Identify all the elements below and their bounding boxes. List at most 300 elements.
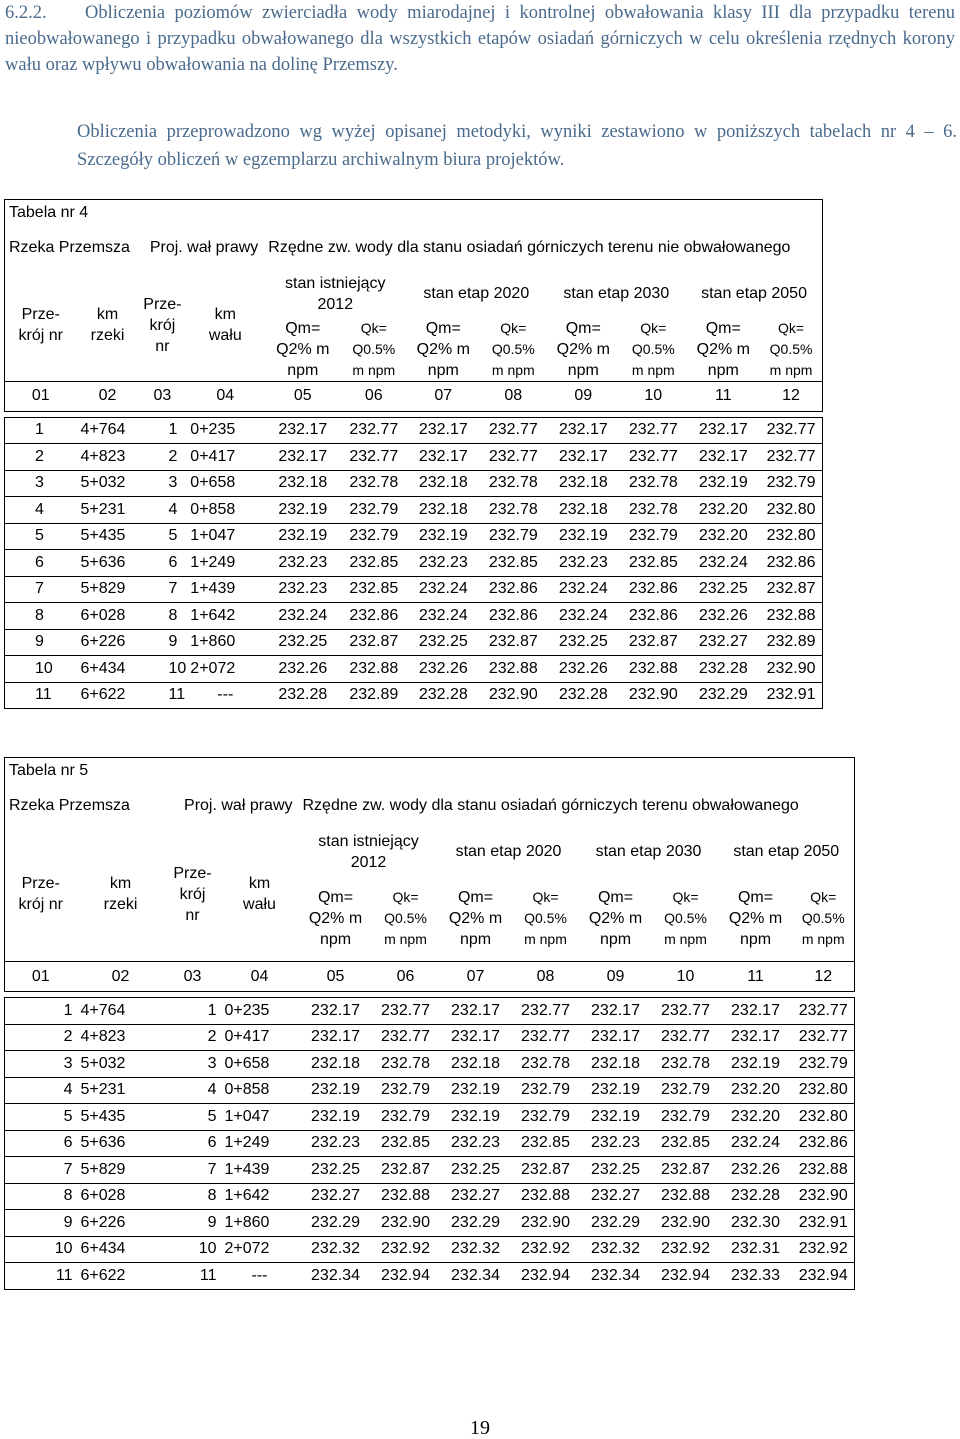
- cell-location: 10: [165, 1236, 221, 1263]
- column-number: 01: [5, 381, 77, 411]
- cell-location: 5: [5, 523, 77, 550]
- cell-value: 232.87: [480, 629, 546, 656]
- table-4: [4, 199, 823, 709]
- column-numbers: [5, 962, 855, 998]
- section-heading: [5, 0, 955, 78]
- cell-value: 232.94: [793, 1263, 855, 1290]
- cell-value: 232.19: [546, 523, 620, 550]
- cell-value: 232.25: [299, 1157, 373, 1184]
- cell-location: 9: [139, 629, 187, 656]
- cell-value: 232.79: [341, 523, 406, 550]
- cell-location: 5+829: [77, 576, 139, 603]
- table-body: [5, 998, 855, 1290]
- qm-header: Qm= Q2% m npm: [728, 888, 783, 948]
- table-row: [5, 550, 823, 577]
- cell-value: 232.17: [719, 998, 793, 1025]
- cell-location: 1: [5, 417, 77, 444]
- stage-existing: stan istniejący 2012: [285, 274, 386, 313]
- cell-value: 232.77: [793, 998, 855, 1025]
- cell-value: 232.77: [620, 417, 686, 444]
- cell-location: 5+435: [77, 1104, 165, 1131]
- col-przekroj-2: Prze-krój nr: [143, 295, 182, 355]
- cell-value: 232.24: [686, 550, 760, 577]
- cell-value: 232.19: [264, 523, 341, 550]
- cell-value: 232.18: [406, 497, 480, 524]
- cell-value: 232.20: [686, 497, 760, 524]
- cell-location: 10: [5, 656, 77, 683]
- cell-value: 232.80: [760, 523, 822, 550]
- cell-value: 232.80: [793, 1077, 855, 1104]
- table-row: [5, 1210, 855, 1237]
- table-row: [5, 1157, 855, 1184]
- cell-value: 232.86: [620, 603, 686, 630]
- cell-value: 232.25: [579, 1157, 653, 1184]
- cell-location: 1+439: [221, 1157, 299, 1184]
- cell-location: 6+434: [77, 1236, 165, 1263]
- cell-location: 0+658: [221, 1051, 299, 1078]
- table-caption: Tabela nr 4: [5, 200, 823, 226]
- cell-location: 1+860: [221, 1210, 299, 1237]
- cell-location: 6+622: [77, 1263, 165, 1290]
- cell-value: 232.88: [653, 1183, 719, 1210]
- cell-value: 232.86: [793, 1130, 855, 1157]
- cell-location: 9: [5, 629, 77, 656]
- table-row: [5, 682, 823, 709]
- cell-value: 232.18: [406, 470, 480, 497]
- table-row: [5, 470, 823, 497]
- cell-value: 232.19: [264, 497, 341, 524]
- main-header: Rzędne zw. wody dla stanu osiadań górniczych terenu obwałowanego: [299, 784, 855, 828]
- cell-value: 232.25: [686, 576, 760, 603]
- qk-header: Qk= Q0.5% m npm: [631, 319, 675, 378]
- cell-location: 6: [165, 1130, 221, 1157]
- section-number: 6.2.2.: [5, 3, 47, 23]
- table-row: [5, 629, 823, 656]
- cell-value: 232.32: [579, 1236, 653, 1263]
- cell-location: 1: [139, 417, 187, 444]
- stage-2030: stan etap 2030: [563, 284, 670, 302]
- cell-location: 5: [165, 1104, 221, 1131]
- cell-location: 5+829: [77, 1157, 165, 1184]
- cell-value: 232.20: [719, 1077, 793, 1104]
- cell-value: 232.17: [299, 998, 373, 1025]
- column-number: 03: [139, 381, 187, 411]
- cell-value: 232.19: [406, 523, 480, 550]
- cell-location: 6+226: [77, 629, 139, 656]
- cell-value: 232.78: [620, 470, 686, 497]
- cell-location: 6+434: [77, 656, 139, 683]
- cell-value: 232.78: [373, 1051, 439, 1078]
- cell-location: 4: [5, 1077, 77, 1104]
- cell-value: 232.17: [686, 444, 760, 471]
- cell-value: 232.79: [793, 1051, 855, 1078]
- cell-value: 232.17: [579, 1024, 653, 1051]
- column-number: 06: [341, 381, 406, 411]
- intro-paragraph: Obliczenia przeprowadzono wg wyżej opisanej metodyki, wyniki zestawiono w poniższych tabelach nr 4 – 6. Szczegóły obliczeń w egzemplarzu archiwalnym biura projektów.: [77, 122, 957, 170]
- river-label: Rzeka Przemsza: [5, 784, 165, 828]
- cell-value: 232.79: [513, 1077, 579, 1104]
- cell-value: 232.25: [439, 1157, 513, 1184]
- cell-value: 232.23: [546, 550, 620, 577]
- table-caption: Tabela nr 5: [5, 758, 855, 784]
- col-przekroj: Prze-krój nr: [5, 828, 77, 962]
- table-row: [5, 1077, 855, 1104]
- column-numbers: [5, 381, 823, 417]
- cell-value: 232.29: [439, 1210, 513, 1237]
- cell-value: 232.88: [480, 656, 546, 683]
- river-label: Rzeka Przemsza: [5, 226, 139, 270]
- qm-header: Qm= Q2% m npm: [416, 319, 470, 379]
- proj-label: Proj. wał prawy: [184, 796, 293, 814]
- col-km-walu: km wału: [208, 306, 242, 344]
- table-row: [5, 1263, 855, 1290]
- table-row: [5, 576, 823, 603]
- cell-location: 7: [5, 576, 77, 603]
- cell-location: 9: [165, 1210, 221, 1237]
- cell-location: 6+028: [77, 1183, 165, 1210]
- cell-location: 1+860: [186, 629, 264, 656]
- cell-value: 232.90: [513, 1210, 579, 1237]
- cell-value: 232.31: [719, 1236, 793, 1263]
- cell-location: 2: [165, 1024, 221, 1051]
- table-body: [5, 417, 823, 709]
- stage-2030: stan etap 2030: [595, 842, 702, 860]
- column-number: 11: [686, 381, 760, 411]
- cell-value: 232.34: [299, 1263, 373, 1290]
- cell-value: 232.18: [299, 1051, 373, 1078]
- table-row: [5, 523, 823, 550]
- column-number: 05: [264, 381, 341, 411]
- cell-location: 5+435: [77, 523, 139, 550]
- stage-existing: stan istniejący 2012: [318, 832, 419, 871]
- col-km-rzeki: km rzeki: [90, 306, 125, 344]
- cell-location: 0+858: [221, 1077, 299, 1104]
- qm-header: Qm= Q2% m npm: [556, 319, 610, 379]
- cell-location: 3: [5, 470, 77, 497]
- cell-location: 5+231: [77, 497, 139, 524]
- cell-value: 232.17: [299, 1024, 373, 1051]
- cell-location: 1+047: [221, 1104, 299, 1131]
- table-row: [5, 998, 855, 1025]
- cell-location: 2: [5, 1024, 77, 1051]
- table-row: [5, 603, 823, 630]
- cell-value: 232.87: [760, 576, 822, 603]
- stage-2020: stan etap 2020: [423, 284, 530, 302]
- cell-value: 232.24: [264, 603, 341, 630]
- table-row: [5, 497, 823, 524]
- cell-value: 232.78: [480, 470, 546, 497]
- cell-value: 232.77: [620, 444, 686, 471]
- cell-location: 4: [5, 497, 77, 524]
- cell-location: 5+636: [77, 1130, 165, 1157]
- cell-location: 10: [5, 1236, 77, 1263]
- cell-location: 7: [5, 1157, 77, 1184]
- cell-value: 232.78: [480, 497, 546, 524]
- cell-value: 232.77: [480, 444, 546, 471]
- cell-value: 232.77: [653, 998, 719, 1025]
- cell-location: 1+249: [221, 1130, 299, 1157]
- cell-value: 232.92: [793, 1236, 855, 1263]
- cell-value: 232.86: [480, 603, 546, 630]
- stage-2050: stan etap 2050: [719, 828, 855, 876]
- cell-value: 232.88: [373, 1183, 439, 1210]
- proj-label: Proj. wał prawy: [149, 238, 259, 256]
- column-number: 07: [406, 381, 480, 411]
- col-km-rzeki: km rzeki: [103, 875, 138, 914]
- cell-value: 232.94: [373, 1263, 439, 1290]
- cell-location: 4+823: [77, 444, 139, 471]
- col-km-walu: km wału: [243, 875, 276, 914]
- qm-header: Qm= Q2% m npm: [448, 888, 503, 948]
- column-number: 10: [620, 381, 686, 411]
- cell-value: 232.85: [373, 1130, 439, 1157]
- cell-value: 232.77: [760, 444, 822, 471]
- table-row: [5, 1051, 855, 1078]
- cell-value: 232.28: [264, 682, 341, 709]
- cell-value: 232.85: [513, 1130, 579, 1157]
- cell-value: 232.77: [513, 998, 579, 1025]
- cell-value: 232.88: [793, 1157, 855, 1184]
- cell-location: 0+417: [186, 444, 264, 471]
- cell-value: 232.26: [406, 656, 480, 683]
- cell-value: 232.94: [653, 1263, 719, 1290]
- cell-value: 232.25: [406, 629, 480, 656]
- cell-value: 232.19: [686, 470, 760, 497]
- cell-location: 5+231: [77, 1077, 165, 1104]
- cell-value: 232.90: [620, 682, 686, 709]
- cell-location: 7: [139, 576, 187, 603]
- col-przekroj-2: Prze-krój nr: [173, 864, 212, 924]
- cell-value: 232.26: [719, 1157, 793, 1184]
- cell-value: 232.92: [653, 1236, 719, 1263]
- cell-location: 10: [139, 656, 187, 683]
- cell-value: 232.23: [579, 1130, 653, 1157]
- cell-value: 232.88: [760, 603, 822, 630]
- table-5: [4, 757, 855, 1290]
- cell-value: 232.86: [341, 603, 406, 630]
- cell-value: 232.86: [760, 550, 822, 577]
- cell-location: 4: [165, 1077, 221, 1104]
- cell-value: 232.79: [513, 1104, 579, 1131]
- cell-value: 232.34: [579, 1263, 653, 1290]
- cell-location: 11: [165, 1263, 221, 1290]
- cell-value: 232.77: [341, 444, 406, 471]
- cell-value: 232.28: [719, 1183, 793, 1210]
- cell-value: 232.87: [620, 629, 686, 656]
- cell-location: 3: [165, 1051, 221, 1078]
- cell-value: 232.19: [299, 1077, 373, 1104]
- cell-value: 232.25: [546, 629, 620, 656]
- cell-value: 232.79: [480, 523, 546, 550]
- cell-location: 2+072: [221, 1236, 299, 1263]
- cell-value: 232.80: [793, 1104, 855, 1131]
- cell-value: 232.27: [686, 629, 760, 656]
- cell-value: 232.86: [620, 576, 686, 603]
- cell-value: 232.24: [719, 1130, 793, 1157]
- cell-value: 232.90: [760, 656, 822, 683]
- cell-value: 232.77: [793, 1024, 855, 1051]
- cell-value: 232.29: [686, 682, 760, 709]
- cell-location: 6: [139, 550, 187, 577]
- cell-value: 232.77: [760, 417, 822, 444]
- table-row: [5, 1024, 855, 1051]
- cell-location: 0+858: [186, 497, 264, 524]
- cell-location: 4: [139, 497, 187, 524]
- cell-value: 232.20: [686, 523, 760, 550]
- cell-value: 232.18: [264, 470, 341, 497]
- cell-location: 9: [5, 1210, 77, 1237]
- table-row: [5, 1104, 855, 1131]
- cell-location: 8: [139, 603, 187, 630]
- cell-value: 232.18: [439, 1051, 513, 1078]
- cell-location: 1+047: [186, 523, 264, 550]
- cell-value: 232.85: [480, 550, 546, 577]
- cell-location: 2: [5, 444, 77, 471]
- cell-location: 5+032: [77, 1051, 165, 1078]
- cell-value: 232.77: [341, 417, 406, 444]
- cell-value: 232.20: [719, 1104, 793, 1131]
- stage-2050: stan etap 2050: [686, 270, 822, 318]
- cell-value: 232.33: [719, 1263, 793, 1290]
- cell-location: 11: [5, 1263, 77, 1290]
- column-number: 09: [546, 381, 620, 411]
- qk-header: Qk= Q0.5% m npm: [664, 888, 707, 947]
- cell-location: 4+823: [77, 1024, 165, 1051]
- cell-value: 232.19: [719, 1051, 793, 1078]
- cell-value: 232.27: [439, 1183, 513, 1210]
- cell-value: 232.23: [406, 550, 480, 577]
- cell-value: 232.24: [546, 576, 620, 603]
- cell-value: 232.91: [793, 1210, 855, 1237]
- cell-value: 232.29: [299, 1210, 373, 1237]
- cell-value: 232.29: [579, 1210, 653, 1237]
- cell-value: 232.78: [620, 497, 686, 524]
- cell-value: 232.79: [760, 470, 822, 497]
- cell-location: 5: [5, 1104, 77, 1131]
- column-number: 02: [77, 381, 139, 411]
- cell-value: 232.79: [653, 1077, 719, 1104]
- column-number: 08: [480, 381, 546, 411]
- cell-location: 4+764: [77, 417, 139, 444]
- cell-location: 7: [165, 1157, 221, 1184]
- cell-location: 8: [5, 1183, 77, 1210]
- page-number: 19: [470, 1417, 490, 1439]
- cell-value: 232.23: [264, 576, 341, 603]
- cell-value: 232.17: [686, 417, 760, 444]
- cell-value: 232.27: [579, 1183, 653, 1210]
- cell-location: 8: [165, 1183, 221, 1210]
- cell-location: 2+072: [186, 656, 264, 683]
- section-title: Obliczenia poziomów zwierciadła wody miarodajnej i kontrolnej obwałowania klasy III dla przypadku terenu nieobwałowanego i przypadku obwałowanego dla wszystkich etapów osiadań górniczych w celu określenia rzędnych korony wału oraz wpływu obwałowania na dolinę Przemszy.: [5, 3, 955, 75]
- cell-value: 232.27: [299, 1183, 373, 1210]
- col-przekroj: Prze-krój nr: [5, 270, 77, 382]
- cell-value: 232.24: [406, 603, 480, 630]
- table-row: [5, 1236, 855, 1263]
- column-number: 04: [221, 962, 299, 992]
- cell-value: 232.87: [373, 1157, 439, 1184]
- cell-value: 232.77: [480, 417, 546, 444]
- cell-location: 5: [139, 523, 187, 550]
- cell-value: 232.80: [760, 497, 822, 524]
- cell-location: 6: [5, 550, 77, 577]
- cell-location: ---: [186, 682, 264, 709]
- cell-location: 4+764: [77, 998, 165, 1025]
- cell-value: 232.90: [480, 682, 546, 709]
- qk-header: Qk= Q0.5% m npm: [491, 319, 535, 378]
- column-number: 12: [760, 381, 822, 411]
- cell-value: 232.78: [341, 470, 406, 497]
- cell-value: 232.85: [341, 550, 406, 577]
- cell-location: 0+235: [221, 998, 299, 1025]
- cell-value: 232.17: [439, 998, 513, 1025]
- cell-location: 3: [5, 1051, 77, 1078]
- table-row: [5, 417, 823, 444]
- cell-location: 1+249: [186, 550, 264, 577]
- table-row: [5, 1130, 855, 1157]
- cell-value: 232.77: [373, 998, 439, 1025]
- cell-value: 232.23: [439, 1130, 513, 1157]
- cell-location: ---: [221, 1263, 299, 1290]
- column-number: 10: [653, 962, 719, 992]
- cell-value: 232.28: [686, 656, 760, 683]
- cell-location: 5+636: [77, 550, 139, 577]
- cell-value: 232.28: [546, 682, 620, 709]
- cell-value: 232.92: [373, 1236, 439, 1263]
- cell-value: 232.19: [579, 1104, 653, 1131]
- cell-value: 232.28: [406, 682, 480, 709]
- cell-value: 232.89: [341, 682, 406, 709]
- cell-location: 0+658: [186, 470, 264, 497]
- column-number: 09: [579, 962, 653, 992]
- cell-value: 232.32: [439, 1236, 513, 1263]
- column-number: 04: [186, 381, 264, 411]
- cell-value: 232.79: [653, 1104, 719, 1131]
- cell-value: 232.86: [480, 576, 546, 603]
- cell-location: 0+235: [186, 417, 264, 444]
- cell-value: 232.90: [653, 1210, 719, 1237]
- cell-value: 232.79: [373, 1077, 439, 1104]
- table-row: [5, 656, 823, 683]
- cell-location: 2: [139, 444, 187, 471]
- cell-value: 232.85: [341, 576, 406, 603]
- cell-location: 1+439: [186, 576, 264, 603]
- column-number: 05: [299, 962, 373, 992]
- cell-value: 232.19: [579, 1077, 653, 1104]
- cell-value: 232.17: [579, 998, 653, 1025]
- cell-value: 232.79: [373, 1104, 439, 1131]
- cell-value: 232.79: [341, 497, 406, 524]
- cell-value: 232.89: [760, 629, 822, 656]
- cell-value: 232.77: [513, 1024, 579, 1051]
- cell-value: 232.90: [793, 1183, 855, 1210]
- table-row: [5, 1183, 855, 1210]
- cell-value: 232.17: [264, 417, 341, 444]
- cell-location: 1: [165, 998, 221, 1025]
- cell-value: 232.17: [406, 444, 480, 471]
- cell-value: 232.19: [439, 1077, 513, 1104]
- qk-header: Qk= Q0.5% m npm: [524, 888, 567, 947]
- cell-value: 232.78: [653, 1051, 719, 1078]
- cell-value: 232.26: [264, 656, 341, 683]
- cell-value: 232.87: [653, 1157, 719, 1184]
- cell-location: 0+417: [221, 1024, 299, 1051]
- column-number: 02: [77, 962, 165, 992]
- cell-value: 232.79: [620, 523, 686, 550]
- cell-value: 232.88: [341, 656, 406, 683]
- cell-value: 232.23: [299, 1130, 373, 1157]
- qm-header: Qm= Q2% m npm: [276, 319, 330, 379]
- cell-location: 1: [5, 998, 77, 1025]
